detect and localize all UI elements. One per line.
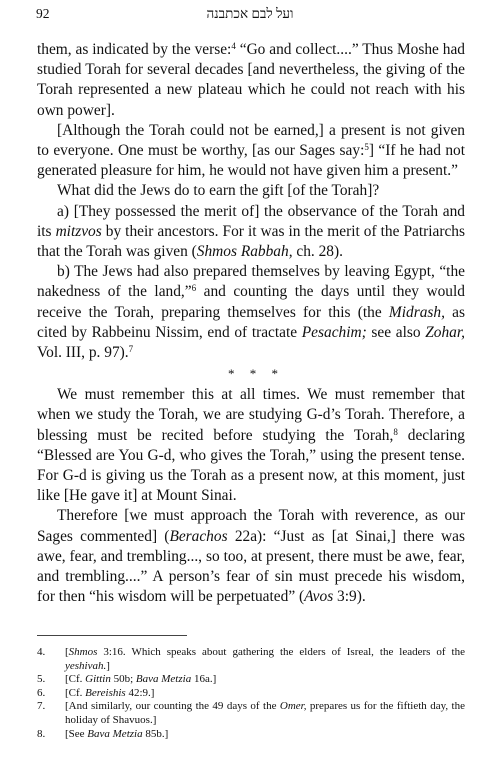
section-separator: * * * [228,366,284,382]
footnote-number: 6. [37,686,46,699]
footnote-number: 7. [37,700,46,713]
paragraph: What did the Jews do to earn the gift [of the Torah]? [57,182,380,200]
footnote-number: 5. [37,673,46,686]
footnote: 7. [And similarly, our counting the 49 days of the Omer, prepares us for the fiftieth day, the holiday of Shavuos.] [37,700,465,726]
footnote: 8. [See Bava Metzia 85b.] [37,727,169,740]
footnote-number: 4. [37,646,46,658]
footnote-ref[interactable]: 5 [364,142,369,153]
main-text [37,40,465,607]
paragraph: [Although the Torah could not be earned,] a present is not given to everyone. One must be worthy, [as our Sages say:$^5$] “If he had not generated pleasure for him, he would not have given him a present.” [37,121,466,180]
paragraph: Therefore [we must approach the Torah with reverence, as our Sages commented] (Berachos 22a): “Just as [at Sinai,] there was awe, fear, and trembling..., so too, at present, there must be awe, fear, and trembling....” A person’s fear of sin must precede his wisdom, for then “his wisdom will be perpetuated” (Avos 3:9). [37,507,465,606]
footnote-ref[interactable]: 4 [231,41,236,51]
footnote-ref[interactable]: 8 [393,426,398,437]
page-number: 92 [36,6,50,21]
paragraph: b) The Jews had also prepared themselves by leaving Egypt, “the nakedness of the land,”$^6$ and counting the days until they would receive the Torah, preparing themselves for this (the Midrash, as cited by Rabbeinu Nissim, end of tractate Pesachim; see also Zohar, Vol. III, p. 97).$^7$ [37,263,466,362]
footnote: 5. [Cf. Gittin 50b; Bava Metzia 16a.] [37,673,217,686]
footnote-ref[interactable]: 6 [191,283,197,294]
footnote-divider [37,635,187,636]
paragraph: a) [They possessed the merit of] the observance of the Torah and its mitzvos by their ancestors. For it was in the merit of the Patriarchs that the Torah was given (Shmos Rabbah, ch. 28). [37,202,465,261]
footnote: 4. [Shmos 3:16. Which speaks about gathering the elders of Isreal, the leaders of the yeshivah.] [37,646,465,672]
paragraph: them, as indicated by the verse:$^4$ “Go and collect....” Thus Moshe had studied Torah for several decades [and nevertheless, the giving of the Torah represented a new plateau which he could not reach with his own power]. [37,41,465,119]
page-header [0,6,500,24]
footnote: 6. [Cf. Bereishis 42:9.] [37,686,155,699]
footnote-ref[interactable]: 7 [128,344,134,355]
footnotes [37,646,465,741]
footnote-number: 8. [37,727,46,740]
paragraph: We must remember this at all times. We must remember that when we study the Torah, we are studying G-d’s Torah. Therefore, a blessing must be recited before studying the Torah,$^8$ declaring “Blessed are You G-d, who gives the Torah,” using the present tense. For G-d is giving us the Torah as a present now, at this moment, just like [He gave it] at Mount Sinai. [37,386,466,505]
running-title: ועל לבם אכתבנה [206,6,294,21]
